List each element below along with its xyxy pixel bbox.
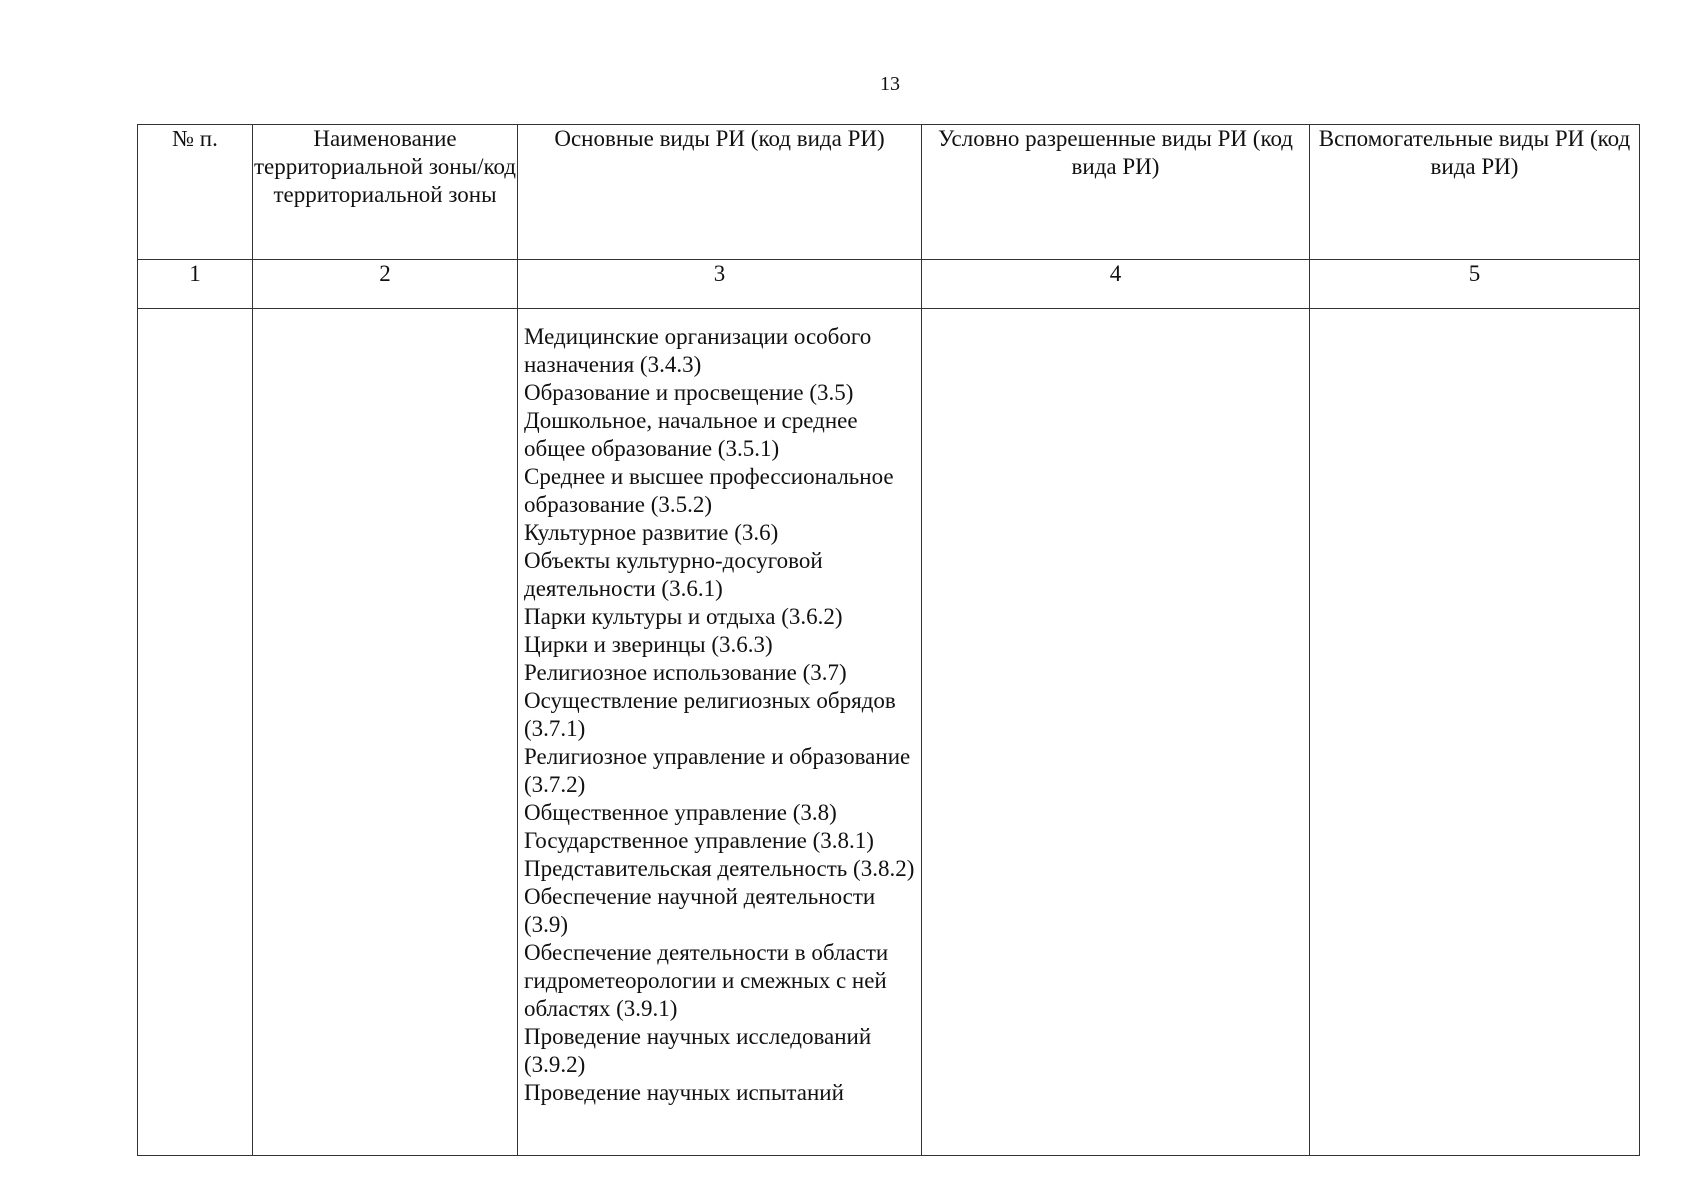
column-number: 5	[1310, 260, 1640, 309]
list-item: Осуществление религиозных обрядов (3.7.1)	[524, 688, 896, 741]
header-conditional-uses: Условно разрешенные виды РИ (код вида РИ)	[922, 125, 1310, 260]
list-item: Цирки и зверинцы (3.6.3)	[524, 632, 773, 657]
list-item: Дошкольное, начальное и среднее общее образование (3.5.1)	[524, 408, 858, 461]
list-item: Образование и просвещение (3.5)	[524, 380, 854, 405]
list-item: Религиозное управление и образование (3.7.2)	[524, 744, 911, 797]
header-zone-name: Наименование территориальной зоны/код территориальной зоны	[253, 125, 518, 260]
list-item: Обеспечение деятельности в области гидрометеорологии и смежных с ней областях (3.9.1)	[524, 940, 889, 1021]
header-main-uses: Основные виды РИ (код вида РИ)	[518, 125, 922, 260]
list-item: Среднее и высшее профессиональное образование (3.5.2)	[524, 464, 894, 517]
list-item: Религиозное использование (3.7)	[524, 660, 847, 685]
zone-name-cell	[253, 309, 518, 1156]
table-header-row	[138, 125, 1640, 260]
page-number: 13	[880, 73, 900, 95]
conditional-uses-cell	[922, 309, 1310, 1156]
list-item: Проведение научных испытаний	[524, 1080, 844, 1105]
list-item: Общественное управление (3.8)	[524, 800, 837, 825]
list-item: Проведение научных исследований (3.9.2)	[524, 1024, 872, 1077]
list-item: Медицинские организации особого назначения (3.4.3)	[524, 324, 872, 377]
list-item: Представительская деятельность (3.8.2)	[524, 856, 915, 881]
column-number: 1	[138, 260, 253, 309]
list-item: Объекты культурно-досуговой деятельности (3.6.1)	[524, 548, 823, 601]
list-item: Парки культуры и отдыха (3.6.2)	[524, 604, 843, 629]
column-number: 3	[518, 260, 922, 309]
list-item: Государственное управление (3.8.1)	[524, 828, 874, 853]
list-item: Культурное развитие (3.6)	[524, 520, 779, 545]
main-uses-cell	[518, 309, 922, 1156]
item-number-cell	[138, 309, 253, 1156]
auxiliary-uses-cell	[1310, 309, 1640, 1156]
header-item-number: № п.	[138, 125, 253, 260]
column-number-row	[138, 260, 1640, 309]
column-number: 2	[253, 260, 518, 309]
list-item: Обеспечение научной деятельности (3.9)	[524, 884, 876, 937]
column-number: 4	[922, 260, 1310, 309]
table-row	[138, 309, 1640, 1156]
header-auxiliary-uses: Вспомогательные виды РИ (код вида РИ)	[1310, 125, 1640, 260]
land-use-table	[137, 124, 1640, 1156]
